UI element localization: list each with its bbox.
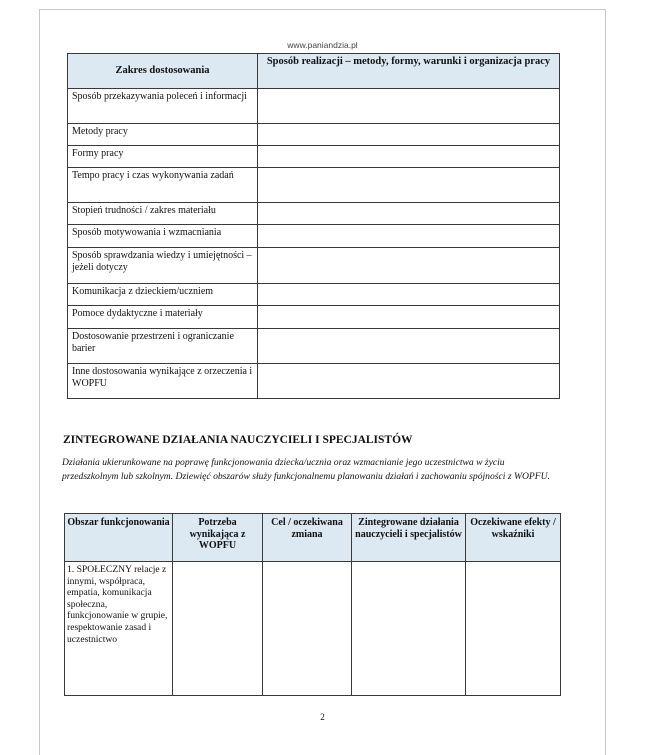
empty-cell[interactable] (258, 168, 560, 203)
watermark: www.paniandzia.pl (287, 40, 358, 50)
empty-cell[interactable] (258, 89, 560, 124)
section-intro: Działania ukierunkowane na poprawę funkcjonowania dziecka/ucznia oraz wzmacnianie jego uczestnictwa w życiu przedszkolnym lub szkolnym. Dziewięć obszarów służy funkcjonalnemu planowaniu działań i zachowaniu spójności z WOPFU. (62, 457, 550, 482)
table-row-label: Sposób przekazywania poleceń i informacji (68, 89, 258, 124)
empty-cell[interactable] (258, 203, 560, 225)
header-cell: Cel / oczekiwana zmiana (263, 514, 352, 562)
header-cell: Zintegrowane działania nauczycieli i specjalistów (352, 514, 466, 562)
empty-cell[interactable] (258, 146, 560, 168)
adaptations-table (67, 53, 560, 399)
empty-cell[interactable] (263, 562, 352, 696)
header-cell: Potrzeba wynikająca z WOPFU (173, 514, 263, 562)
empty-cell[interactable] (352, 562, 466, 696)
page-number: 2 (320, 712, 325, 722)
table-row-label: Tempo pracy i czas wykonywania zadań (68, 168, 258, 203)
table-row-label: Sposób sprawdzania wiedzy i umiejętności – jeżeli dotyczy (68, 248, 258, 284)
header-cell: Zakres dostosowania (68, 54, 258, 89)
empty-cell[interactable] (258, 284, 560, 306)
table-row-label: Pomoce dydaktyczne i materiały (68, 306, 258, 329)
document-page (39, 9, 606, 755)
empty-cell[interactable] (173, 562, 263, 696)
empty-cell[interactable] (258, 248, 560, 284)
table-row-label: Komunikacja z dzieckiem/uczniem (68, 284, 258, 306)
section-heading: ZINTEGROWANE DZIAŁANIA NAUCZYCIELI I SPECJALISTÓW (63, 434, 413, 446)
header-cell: Oczekiwane efekty / wskaźniki (466, 514, 561, 562)
table-row-label: Metody pracy (68, 124, 258, 146)
header-cell: Sposób realizacji – metody, formy, warunki i organizacja pracy (258, 54, 560, 89)
table-row-label: Dostosowanie przestrzeni i ograniczanie barier (68, 329, 258, 364)
empty-cell[interactable] (258, 124, 560, 146)
table-row-label: Formy pracy (68, 146, 258, 168)
table-row-label: 1. SPOŁECZNY relacje z innymi, współpraca, empatia, komunikacja społeczna, funkcjonowanie w grupie, respektowanie zasad i uczestnictwo (65, 562, 173, 696)
table-row-label: Sposób motywowania i wzmacniania (68, 225, 258, 248)
empty-cell[interactable] (258, 329, 560, 364)
empty-cell[interactable] (466, 562, 561, 696)
empty-cell[interactable] (258, 306, 560, 329)
table-row-label: Stopień trudności / zakres materiału (68, 203, 258, 225)
integrated-actions-table (64, 513, 561, 696)
empty-cell[interactable] (258, 364, 560, 399)
header-cell: Obszar funkcjonowania (65, 514, 173, 562)
empty-cell[interactable] (258, 225, 560, 248)
table-row-label: Inne dostosowania wynikające z orzeczenia i WOPFU (68, 364, 258, 399)
